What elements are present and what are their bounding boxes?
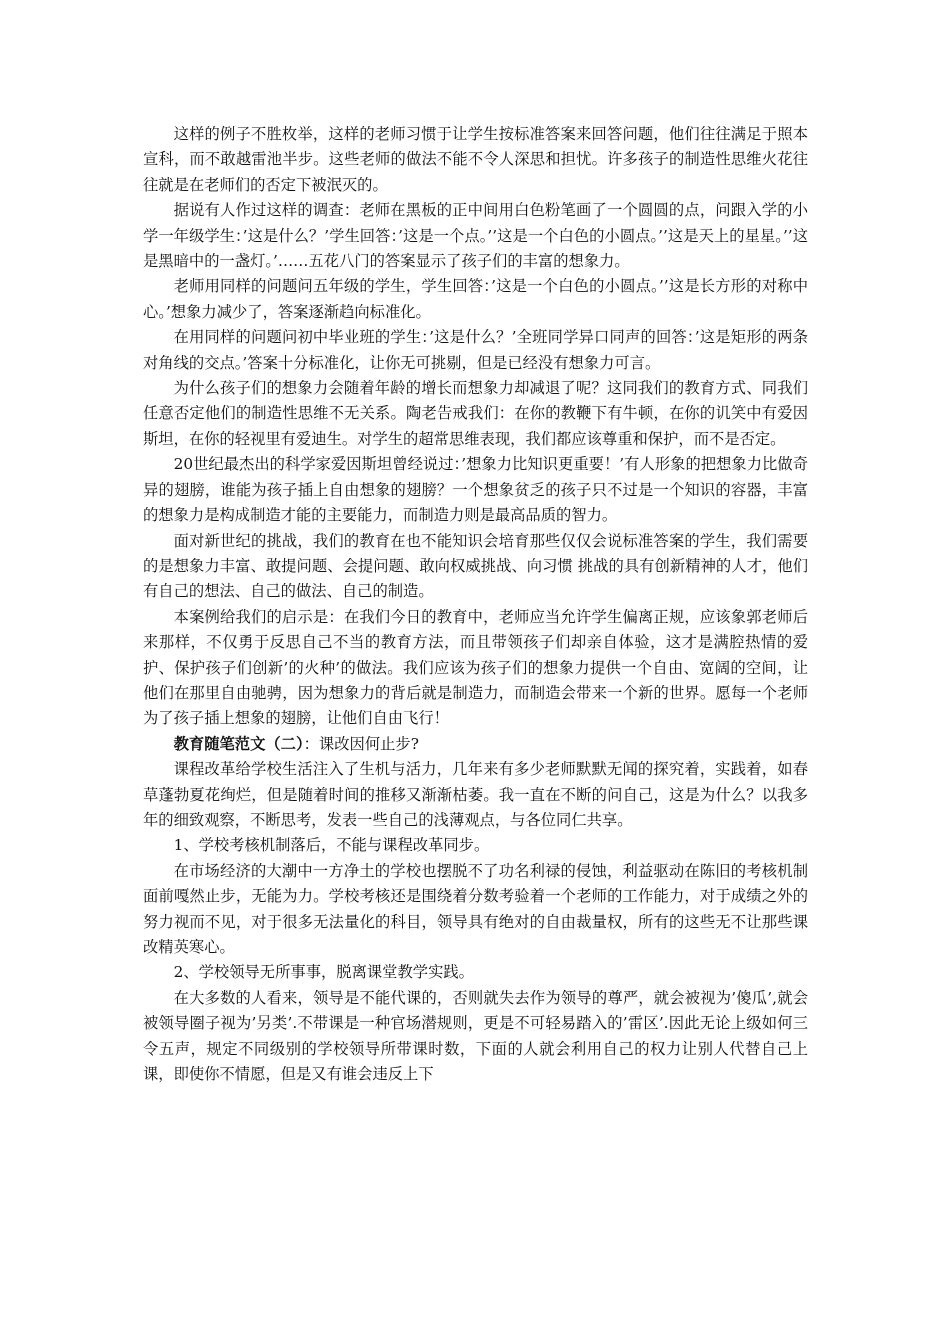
paragraph: 在大多数的人看来，领导是不能代课的，否则就失去作为领导的尊严，就会被视为’傻瓜’,就会被领导圈子视为’另类’.不带课是一种官场潜规则，更是不可轻易踏入的’雷区’.因此无论上级如何三令五声，规定不同级别的学校领导所带课时数，下面的人就会利用自己的权力让别人代替自己上课，即使你不情愿，但是又有谁会违反上下 (143, 988, 808, 1084)
paragraph: 20世纪最杰出的科学家爱因斯坦曾经说过：’想象力比知识更重要！’有人形象的把想象力比做奇异的翅膀，谁能为孩子插上自由想象的翅膀？一个想象贫乏的孩子只不过是一个知识的容器，丰富的想象力是构成制造才能的主要能力，而制造力则是最高品质的智力。 (143, 455, 808, 525)
section-heading-title: 教育随笔范文（二） (173, 734, 304, 753)
list-heading: 1、学校考核机制落后，不能与课程改革同步。 (173, 836, 490, 855)
paragraph: 老师用同样的问题问五年级的学生，学生回答：’这是一个白色的小圆点。’’这是长方形的对称中心。’想象力减少了，答案逐渐趋向标准化。 (143, 277, 808, 321)
paragraph: 面对新世纪的挑战，我们的教育在也不能知识会培育那些仅仅会说标准答案的学生，我们需要的是想象力丰富、敢提问题、会提问题、敢向权威挑战、向习惯 挑战的具有创新精神的人才，他们有自己的想法、自己的做法、自己的制造。 (143, 531, 808, 601)
paragraph: 本案例给我们的启示是：在我们今日的教育中，老师应当允许学生偏离正规，应该象郭老师后来那样，不仅勇于反思自己不当的教育方法，而且带领孩子们却亲自体验，这才是满腔热情的爱护、保护孩子们创新’的火种’的做法。我们应该为孩子们的想象力提供一个自由、宽阔的空间，让他们在那里自由驰骋，因为想象力的背后就是制造力，而制造会带来一个新的世界。愿每一个老师为了孩子插上想象的翅膀，让他们自由飞行！ (143, 607, 808, 728)
paragraph: 在市场经济的大潮中一方净土的学校也摆脱不了功名利禄的侵蚀，利益驱动在陈旧的考核机制面前嘎然止步，无能为力。学校考核还是围绕着分数考验着一个老师的工作能力，对于成绩之外的努力视而不见，对于很多无法量化的科目，领导具有绝对的自由裁量权，所有的这些无不让那些课改精英寒心。 (143, 861, 808, 956)
list-heading: 2、学校领导无所事事，脱离课堂教学实践。 (173, 963, 474, 982)
document-body (143, 122, 808, 1087)
section-heading-subtitle: ：课改因何止步? (303, 734, 419, 753)
section-heading (143, 732, 808, 757)
paragraph: 在用同样的问题问初中毕业班的学生：’这是什么？’全班同学异口同声的回答：’这是矩形的两条对角线的交点。’答案十分标准化，让你无可挑剔，但是已经没有想象力可言。 (143, 328, 808, 372)
paragraph: 课程改革给学校生活注入了生机与活力，几年来有多少老师默默无闻的探究着，实践着，如春草蓬勃夏花绚烂，但是随着时间的推移又渐渐枯萎。我一直在不断的问自己，这是为什么？以我多年的细致观察，不断思考，发表一些自己的浅薄观点，与各位同仁共享。 (143, 760, 808, 829)
paragraph: 据说有人作过这样的调查：老师在黑板的正中间用白色粉笔画了一个圆圆的点，问跟入学的小学一年级学生：’这是什么？’学生回答：’这是一个点。’’这是一个白色的小圆点。’’这是天上的星星。’’这是黑暗中的一盏灯。’……五花八门的答案显示了孩子们的丰富的想象力。 (143, 201, 808, 271)
paragraph: 这样的例子不胜枚举，这样的老师习惯于让学生按标准答案来回答问题，他们往往满足于照本宣科，而不敢越雷池半步。这些老师的做法不能不令人深思和担忧。许多孩子的制造性思维火花往往就是在老师们的否定下被泯灭的。 (143, 125, 808, 194)
paragraph: 为什么孩子们的想象力会随着年龄的增长而想象力却减退了呢？这同我们的教育方式、同我们任意否定他们的制造性思维不无关系。陶老告戒我们：在你的教鞭下有牛顿，在你的讥笑中有爱因斯坦，在你的轻视里有爱迪生。对学生的超常思维表现，我们都应该尊重和保护，而不是否定。 (143, 379, 808, 448)
